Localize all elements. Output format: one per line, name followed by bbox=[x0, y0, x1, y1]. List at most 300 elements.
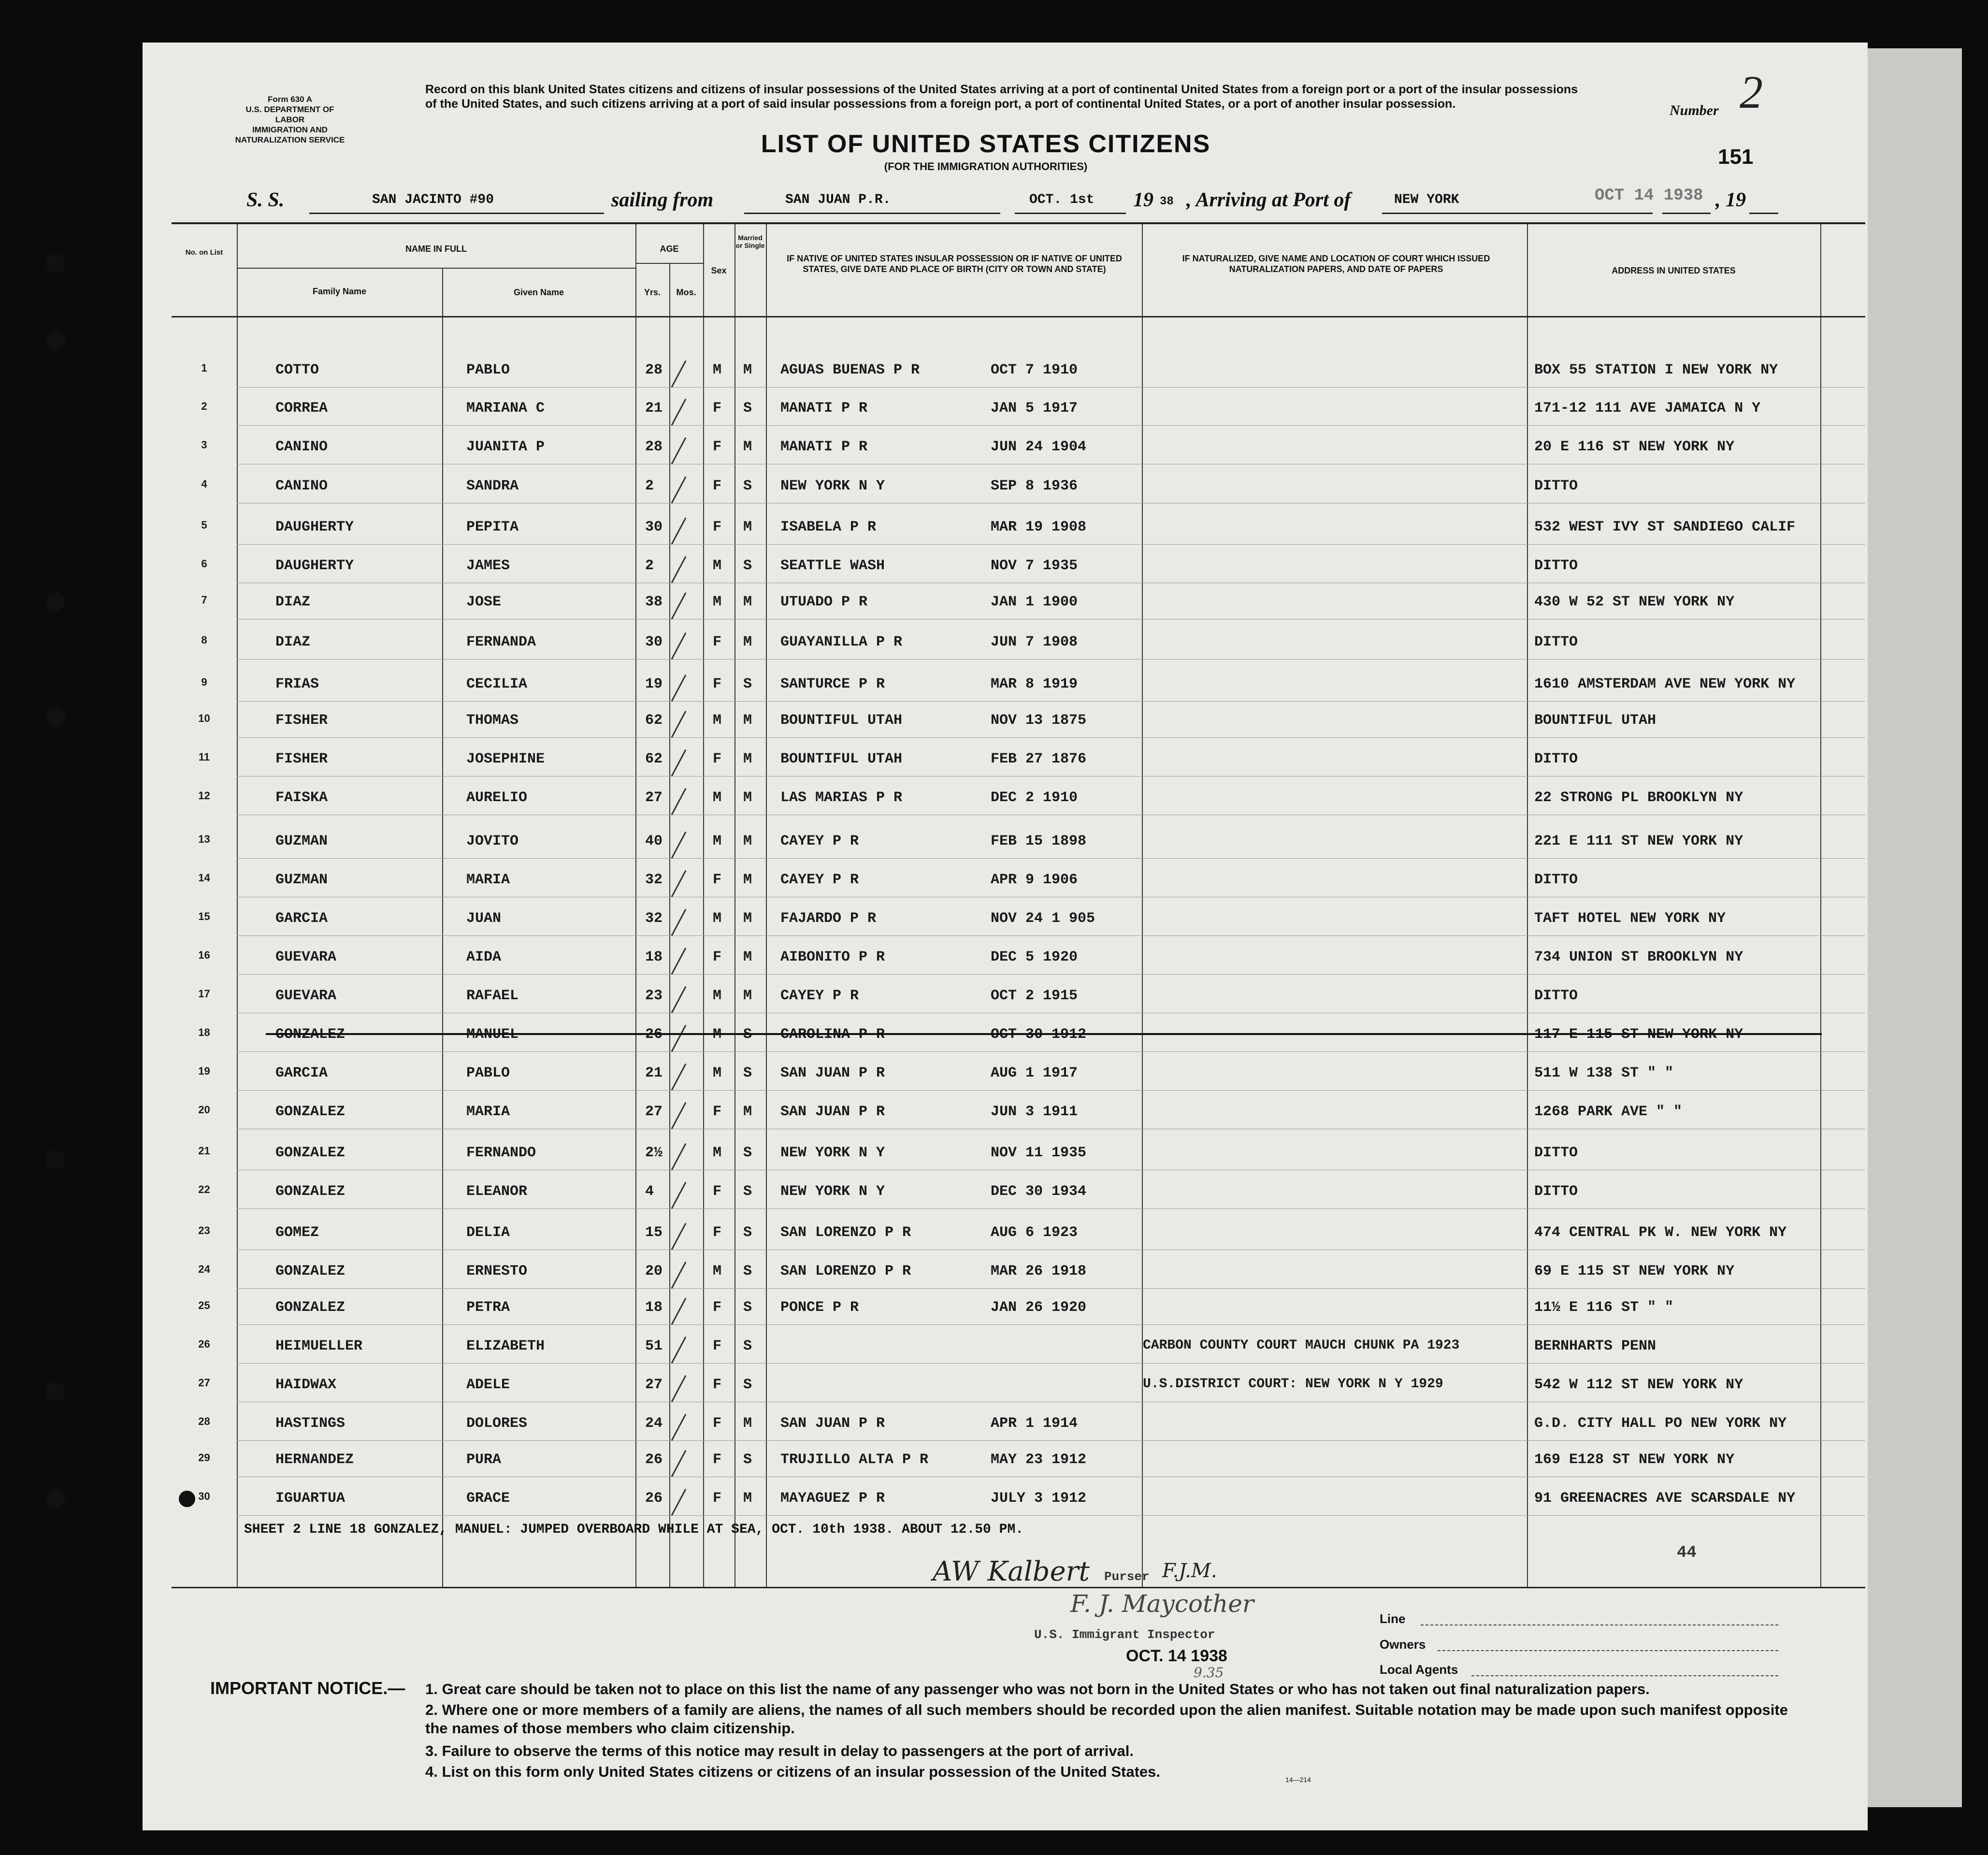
form-identifier bbox=[232, 94, 348, 145]
months-slash-mark bbox=[671, 1182, 687, 1209]
row-rule bbox=[237, 1208, 1865, 1209]
marital-status: M bbox=[743, 949, 752, 965]
family-name: GUEVARA bbox=[275, 949, 337, 965]
row-number: 21 bbox=[198, 1145, 210, 1157]
address: 11½ E 116 ST " " bbox=[1534, 1299, 1674, 1316]
row-rule bbox=[237, 1440, 1865, 1441]
given-name: ELEANOR bbox=[466, 1183, 528, 1200]
family-name: HASTINGS bbox=[275, 1415, 346, 1432]
months-slash-mark bbox=[671, 909, 687, 936]
age-years: 62 bbox=[645, 712, 663, 729]
notice-item-4: 4. List on this form only United States citizens or citizens of an insular possession of the United States. bbox=[425, 1763, 1160, 1780]
sex: M bbox=[713, 1145, 722, 1161]
page-number: 151 bbox=[1718, 145, 1754, 169]
given-name: MARIA bbox=[466, 1104, 510, 1120]
given-name: ELIZABETH bbox=[466, 1338, 545, 1354]
line-label: Line bbox=[1380, 1611, 1406, 1626]
marital-status: S bbox=[743, 1338, 752, 1354]
birth-date: AUG 1 1917 bbox=[991, 1065, 1078, 1081]
family-name: GARCIA bbox=[275, 1065, 328, 1081]
family-name: DAUGHERTY bbox=[275, 558, 354, 574]
table-row bbox=[172, 1145, 1865, 1174]
family-name: GONZALEZ bbox=[275, 1026, 346, 1043]
marital-status: M bbox=[743, 519, 752, 535]
sex: F bbox=[713, 400, 722, 417]
underline bbox=[1749, 213, 1778, 214]
row-rule bbox=[237, 1324, 1865, 1325]
arriving-label: , Arriving at Port of bbox=[1186, 189, 1351, 211]
age-years: 15 bbox=[645, 1224, 663, 1241]
table-row bbox=[172, 1338, 1865, 1367]
age-years: 18 bbox=[645, 1299, 663, 1316]
age-years: 4 bbox=[645, 1183, 654, 1200]
passenger-table bbox=[172, 222, 1865, 1588]
birth-date: APR 9 1906 bbox=[991, 872, 1078, 888]
months-slash-mark bbox=[671, 1298, 687, 1325]
address: BOUNTIFUL UTAH bbox=[1534, 712, 1657, 729]
table-row bbox=[172, 362, 1865, 391]
row-number: 18 bbox=[198, 1026, 210, 1038]
birthplace: PONCE P R bbox=[780, 1299, 859, 1316]
age-years: 27 bbox=[645, 1104, 663, 1120]
header-name-in-full: NAME IN FULL bbox=[405, 244, 467, 254]
months-slash-mark bbox=[671, 1064, 687, 1091]
birth-date: SEP 8 1936 bbox=[991, 478, 1078, 494]
age-years: 30 bbox=[645, 519, 663, 535]
owners-label: Owners bbox=[1380, 1637, 1426, 1652]
months-slash-mark bbox=[671, 1223, 687, 1250]
marital-status: M bbox=[743, 1490, 752, 1507]
row-number: 2 bbox=[201, 400, 207, 412]
row-rule bbox=[237, 974, 1865, 975]
address: 532 WEST IVY ST SANDIEGO CALIF bbox=[1534, 519, 1796, 535]
age-years: 20 bbox=[645, 1263, 663, 1280]
row-rule bbox=[237, 544, 1865, 545]
months-slash-mark bbox=[671, 986, 687, 1013]
sex: F bbox=[713, 872, 722, 888]
address: 22 STRONG PL BROOKLYN NY bbox=[1534, 790, 1743, 806]
age-years: 62 bbox=[645, 751, 663, 767]
given-name: MARIANA C bbox=[466, 400, 545, 417]
table-row bbox=[172, 1104, 1865, 1133]
family-name: DIAZ bbox=[275, 594, 311, 610]
birthplace: UTUADO P R bbox=[780, 594, 868, 610]
marital-status: M bbox=[743, 362, 752, 378]
sex: M bbox=[713, 362, 722, 378]
birth-date: MAR 26 1918 bbox=[991, 1263, 1087, 1280]
naturalization-court: U.S.DISTRICT COURT: NEW YORK N Y 1929 bbox=[1143, 1377, 1443, 1392]
birth-date: DEC 30 1934 bbox=[991, 1183, 1087, 1200]
header-mos: Mos. bbox=[676, 288, 696, 297]
header-naturalized: IF NATURALIZED, GIVE NAME AND LOCATION OF COURT WHICH ISSUED NATURALIZATION PAPERS, AND DATE OF PAPERS bbox=[1182, 254, 1490, 274]
header-given-name: Given Name bbox=[513, 288, 564, 297]
header-rule bbox=[237, 268, 635, 269]
months-slash-mark bbox=[671, 1414, 687, 1441]
sex: M bbox=[713, 910, 722, 927]
marital-status: S bbox=[743, 1026, 752, 1043]
birthplace: CAYEY P R bbox=[780, 833, 859, 849]
given-name: MARIA bbox=[466, 872, 510, 888]
marital-status: M bbox=[743, 988, 752, 1004]
birth-date: JUN 24 1904 bbox=[991, 439, 1087, 455]
months-slash-mark bbox=[671, 675, 687, 702]
birth-date: NOV 24 1 905 bbox=[991, 910, 1095, 927]
table-row bbox=[172, 1452, 1865, 1481]
given-name: PURA bbox=[466, 1452, 502, 1468]
row-rule bbox=[237, 387, 1865, 388]
address: 69 E 115 ST NEW YORK NY bbox=[1534, 1263, 1735, 1280]
given-name: DOLORES bbox=[466, 1415, 528, 1432]
number-label: Number bbox=[1670, 102, 1719, 118]
birthplace: NEW YORK N Y bbox=[780, 478, 885, 494]
sex: M bbox=[713, 1263, 722, 1280]
age-years: 26 bbox=[645, 1490, 663, 1507]
marital-status: S bbox=[743, 478, 752, 494]
birth-date: JUN 3 1911 bbox=[991, 1104, 1078, 1120]
given-name: JUAN bbox=[466, 910, 502, 927]
given-name: PEPITA bbox=[466, 519, 519, 535]
marital-status: M bbox=[743, 594, 752, 610]
table-row bbox=[172, 594, 1865, 623]
local-agents-field bbox=[1471, 1675, 1778, 1676]
notice-item-2: 2. Where one or more members of a family are aliens, the names of all such members should be recorded upon the alien manifest. Suitable notation may be made upon such manifest opposite the names of those members who claim citizenship. bbox=[425, 1701, 1788, 1737]
table-row bbox=[172, 1224, 1865, 1253]
given-name: PABLO bbox=[466, 362, 510, 378]
binder-hole bbox=[46, 1382, 65, 1401]
sex: M bbox=[713, 1065, 722, 1081]
birth-date: MAR 19 1908 bbox=[991, 519, 1087, 535]
marital-status: S bbox=[743, 1263, 752, 1280]
row-number: 23 bbox=[198, 1224, 210, 1237]
header-address: ADDRESS IN UNITED STATES bbox=[1612, 266, 1736, 275]
inspection-mark: 9.35 bbox=[1194, 1665, 1224, 1681]
sex: M bbox=[713, 833, 722, 849]
sex: M bbox=[713, 1026, 722, 1043]
given-name: AIDA bbox=[466, 949, 502, 965]
row-number: 24 bbox=[198, 1263, 210, 1275]
age-years: 51 bbox=[645, 1338, 663, 1354]
row-number: 22 bbox=[198, 1183, 210, 1195]
family-name: GUEVARA bbox=[275, 988, 337, 1004]
age-years: 21 bbox=[645, 400, 663, 417]
header-family-name: Family Name bbox=[312, 287, 367, 296]
birthplace: TRUJILLO ALTA P R bbox=[780, 1452, 929, 1468]
birthplace: CAYEY P R bbox=[780, 872, 859, 888]
birth-date: NOV 11 1935 bbox=[991, 1145, 1087, 1161]
birth-date: OCT 7 1910 bbox=[991, 362, 1078, 378]
months-slash-mark bbox=[671, 399, 687, 426]
row-number: 19 bbox=[198, 1065, 210, 1077]
row-number: 10 bbox=[198, 712, 210, 724]
birthplace: SEATTLE WASH bbox=[780, 558, 885, 574]
birthplace: MANATI P R bbox=[780, 400, 868, 417]
family-name: DIAZ bbox=[275, 634, 311, 650]
address: 1268 PARK AVE " " bbox=[1534, 1104, 1683, 1120]
birth-date: JAN 1 1900 bbox=[991, 594, 1078, 610]
row-number: 26 bbox=[198, 1338, 210, 1350]
age-years: 23 bbox=[645, 988, 663, 1004]
marital-status: M bbox=[743, 790, 752, 806]
age-years: 32 bbox=[645, 910, 663, 927]
family-name: GONZALEZ bbox=[275, 1263, 346, 1280]
months-slash-mark bbox=[671, 711, 687, 738]
given-name: FERNANDO bbox=[466, 1145, 536, 1161]
row-number: 3 bbox=[201, 439, 207, 451]
family-name: COTTO bbox=[275, 362, 319, 378]
months-slash-mark bbox=[671, 1025, 687, 1052]
months-slash-mark bbox=[671, 1489, 687, 1516]
months-slash-mark bbox=[671, 633, 687, 660]
marital-status: M bbox=[743, 833, 752, 849]
months-slash-mark bbox=[671, 518, 687, 545]
birthplace: AIBONITO P R bbox=[780, 949, 885, 965]
birth-date: MAR 8 1919 bbox=[991, 676, 1078, 692]
row-number: 6 bbox=[201, 558, 207, 570]
given-name: THOMAS bbox=[466, 712, 519, 729]
arrival-date-stamp: OCT 14 1938 bbox=[1595, 187, 1703, 205]
given-name: CECILIA bbox=[466, 676, 528, 692]
sex: F bbox=[713, 1377, 722, 1393]
row-number: 29 bbox=[198, 1452, 210, 1464]
given-name: JOVITO bbox=[466, 833, 519, 849]
birth-date: MAY 23 1912 bbox=[991, 1452, 1087, 1468]
row-number: 27 bbox=[198, 1377, 210, 1389]
sex: F bbox=[713, 676, 722, 692]
age-years: 40 bbox=[645, 833, 663, 849]
sex: F bbox=[713, 1338, 722, 1354]
months-slash-mark bbox=[671, 1450, 687, 1477]
row-number: 1 bbox=[201, 362, 207, 374]
marital-status: S bbox=[743, 558, 752, 574]
header-rule bbox=[635, 263, 703, 264]
given-name: DELIA bbox=[466, 1224, 510, 1241]
family-name: GUZMAN bbox=[275, 833, 328, 849]
address: G.D. CITY HALL PO NEW YORK NY bbox=[1534, 1415, 1787, 1432]
address: 474 CENTRAL PK W. NEW YORK NY bbox=[1534, 1224, 1787, 1241]
months-slash-mark bbox=[671, 1337, 687, 1364]
months-slash-mark bbox=[671, 360, 687, 388]
address: 430 W 52 ST NEW YORK NY bbox=[1534, 594, 1735, 610]
underline bbox=[744, 213, 1000, 214]
family-name: GARCIA bbox=[275, 910, 328, 927]
age-years: 18 bbox=[645, 949, 663, 965]
birth-date: DEC 5 1920 bbox=[991, 949, 1078, 965]
birthplace: SAN JUAN P R bbox=[780, 1415, 885, 1432]
sex: F bbox=[713, 1415, 722, 1432]
age-years: 2½ bbox=[645, 1145, 663, 1161]
row-number: 25 bbox=[198, 1299, 210, 1311]
table-row bbox=[172, 790, 1865, 819]
table-row bbox=[172, 558, 1865, 587]
months-slash-mark bbox=[671, 788, 687, 815]
row-rule bbox=[237, 1288, 1865, 1289]
age-years: 24 bbox=[645, 1415, 663, 1432]
months-slash-mark bbox=[671, 749, 687, 777]
row-rule bbox=[237, 935, 1865, 936]
age-years: 38 bbox=[645, 594, 663, 610]
row-number: 5 bbox=[201, 519, 207, 531]
address: 1610 AMSTERDAM AVE NEW YORK NY bbox=[1534, 676, 1796, 692]
address: DITTO bbox=[1534, 988, 1578, 1004]
birth-date: NOV 13 1875 bbox=[991, 712, 1087, 729]
age-years: 26 bbox=[645, 1026, 663, 1043]
family-name: FISHER bbox=[275, 751, 328, 767]
birth-date: DEC 2 1910 bbox=[991, 790, 1078, 806]
birthplace: ISABELA P R bbox=[780, 519, 877, 535]
ship-name: SAN JACINTO #90 bbox=[372, 192, 494, 207]
address: DITTO bbox=[1534, 1183, 1578, 1200]
table-row bbox=[172, 1065, 1865, 1094]
family-name: HERNANDEZ bbox=[275, 1452, 354, 1468]
given-name: SANDRA bbox=[466, 478, 519, 494]
marital-status: S bbox=[743, 1145, 752, 1161]
underline bbox=[1015, 213, 1126, 214]
marital-status: M bbox=[743, 634, 752, 650]
binder-hole bbox=[46, 254, 65, 273]
table-row bbox=[172, 1490, 1865, 1519]
given-name: MANUEL bbox=[466, 1026, 519, 1043]
row-number: 14 bbox=[198, 872, 210, 884]
sheet-number: 2 bbox=[1740, 66, 1763, 118]
birthplace: FAJARDO P R bbox=[780, 910, 877, 927]
age-years: 27 bbox=[645, 1377, 663, 1393]
birthplace: NEW YORK N Y bbox=[780, 1183, 885, 1200]
sex: F bbox=[713, 1104, 722, 1120]
address: 542 W 112 ST NEW YORK NY bbox=[1534, 1377, 1743, 1393]
header-rule bbox=[172, 316, 1865, 317]
family-name: GONZALEZ bbox=[275, 1299, 346, 1316]
birthplace: NEW YORK N Y bbox=[780, 1145, 885, 1161]
sex: M bbox=[713, 712, 722, 729]
row-number: 12 bbox=[198, 790, 210, 802]
local-agents-label: Local Agents bbox=[1380, 1662, 1458, 1677]
sex: F bbox=[713, 1183, 722, 1200]
row-rule bbox=[237, 737, 1865, 738]
sex: M bbox=[713, 790, 722, 806]
row-number: 30 bbox=[198, 1490, 210, 1502]
family-name: CANINO bbox=[275, 478, 328, 494]
address: 117 E 115 ST NEW YORK NY bbox=[1534, 1026, 1743, 1043]
sex: F bbox=[713, 634, 722, 650]
family-name: GOMEZ bbox=[275, 1224, 319, 1241]
birth-date: JUN 7 1908 bbox=[991, 634, 1078, 650]
months-slash-mark bbox=[671, 437, 687, 464]
given-name: ERNESTO bbox=[466, 1263, 528, 1280]
tally-mark: 44 bbox=[1677, 1544, 1697, 1562]
header-age: AGE bbox=[660, 244, 679, 254]
birth-date: NOV 7 1935 bbox=[991, 558, 1078, 574]
family-name: HAIDWAX bbox=[275, 1377, 337, 1393]
table-row bbox=[172, 872, 1865, 901]
header-no-on-list: No. on List bbox=[185, 248, 223, 257]
year-prefix: 19 bbox=[1133, 189, 1153, 211]
row-number: 20 bbox=[198, 1104, 210, 1116]
page-subtitle: (FOR THE IMMIGRATION AUTHORITIES) bbox=[884, 160, 1088, 173]
arrival-year-prefix: , 19 bbox=[1715, 189, 1746, 211]
binder-hole bbox=[46, 1488, 65, 1508]
underline bbox=[309, 213, 604, 214]
binder-hole bbox=[46, 1150, 65, 1169]
birthplace: CAROLINA P R bbox=[780, 1026, 885, 1043]
address: DITTO bbox=[1534, 558, 1578, 574]
family-name: GONZALEZ bbox=[275, 1104, 346, 1120]
owners-field bbox=[1438, 1650, 1778, 1651]
sex: F bbox=[713, 1490, 722, 1507]
address: DITTO bbox=[1534, 478, 1578, 494]
address: TAFT HOTEL NEW YORK NY bbox=[1534, 910, 1726, 927]
marital-status: S bbox=[743, 1224, 752, 1241]
purser-initials: F.J.M. bbox=[1162, 1560, 1217, 1582]
birthplace: CAYEY P R bbox=[780, 988, 859, 1004]
sailing-date: OCT. 1st bbox=[1029, 192, 1095, 207]
birthplace: AGUAS BUENAS P R bbox=[780, 362, 920, 378]
service-name: IMMIGRATION AND NATURALIZATION SERVICE bbox=[235, 125, 345, 144]
given-name: PETRA bbox=[466, 1299, 510, 1316]
underline bbox=[1382, 213, 1653, 214]
given-name: JOSEPHINE bbox=[466, 751, 545, 767]
sex: F bbox=[713, 1299, 722, 1316]
sex: F bbox=[713, 1224, 722, 1241]
year-suffix: 38 bbox=[1160, 195, 1174, 208]
sex: F bbox=[713, 519, 722, 535]
row-rule bbox=[237, 659, 1865, 660]
address: 221 E 111 ST NEW YORK NY bbox=[1534, 833, 1743, 849]
header-married-single: Married or Single bbox=[735, 234, 765, 249]
address: 511 W 138 ST " " bbox=[1534, 1065, 1674, 1081]
header-sex: Sex bbox=[711, 266, 727, 275]
marital-status: S bbox=[743, 400, 752, 417]
row-18-strikethrough bbox=[266, 1033, 1822, 1035]
row-rule bbox=[237, 1090, 1865, 1091]
months-slash-mark bbox=[671, 1143, 687, 1170]
page-title: LIST OF UNITED STATES CITIZENS bbox=[761, 130, 1211, 158]
table-row bbox=[172, 949, 1865, 978]
birthplace: SAN LORENZO P R bbox=[780, 1263, 911, 1280]
birth-date: JULY 3 1912 bbox=[991, 1490, 1087, 1507]
birthplace: SAN JUAN P R bbox=[780, 1104, 885, 1120]
birthplace: MAYAGUEZ P R bbox=[780, 1490, 885, 1507]
given-name: RAFAEL bbox=[466, 988, 519, 1004]
birthplace: LAS MARIAS P R bbox=[780, 790, 903, 806]
table-row bbox=[172, 1026, 1865, 1055]
marital-status: S bbox=[743, 1183, 752, 1200]
family-name: GONZALEZ bbox=[275, 1183, 346, 1200]
table-row bbox=[172, 712, 1865, 741]
sex: F bbox=[713, 478, 722, 494]
purser-label: Purser bbox=[1104, 1569, 1150, 1584]
family-name: CORREA bbox=[275, 400, 328, 417]
header-birth: IF NATIVE OF UNITED STATES INSULAR POSSESSION OR IF NATIVE OF UNITED STATES, GIVE DATE AND PLACE OF BIRTH (CITY OR TOWN AND STATE) bbox=[787, 254, 1122, 274]
marital-status: M bbox=[743, 439, 752, 455]
row-number: 4 bbox=[201, 478, 207, 490]
row-number: 11 bbox=[198, 751, 210, 763]
marital-status: S bbox=[743, 1299, 752, 1316]
birthplace: GUAYANILLA P R bbox=[780, 634, 903, 650]
given-name: GRACE bbox=[466, 1490, 510, 1507]
given-name: JUANITA P bbox=[466, 439, 545, 455]
address: BERNHARTS PENN bbox=[1534, 1338, 1657, 1354]
table-row bbox=[172, 1377, 1865, 1406]
sex: M bbox=[713, 558, 722, 574]
table-row bbox=[172, 1299, 1865, 1328]
address: 171-12 111 AVE JAMAICA N Y bbox=[1534, 400, 1761, 417]
months-slash-mark bbox=[671, 1375, 687, 1402]
table-row bbox=[172, 676, 1865, 705]
table-row bbox=[172, 439, 1865, 468]
birthplace: MANATI P R bbox=[780, 439, 868, 455]
table-row bbox=[172, 1183, 1865, 1212]
row-rule bbox=[237, 425, 1865, 426]
